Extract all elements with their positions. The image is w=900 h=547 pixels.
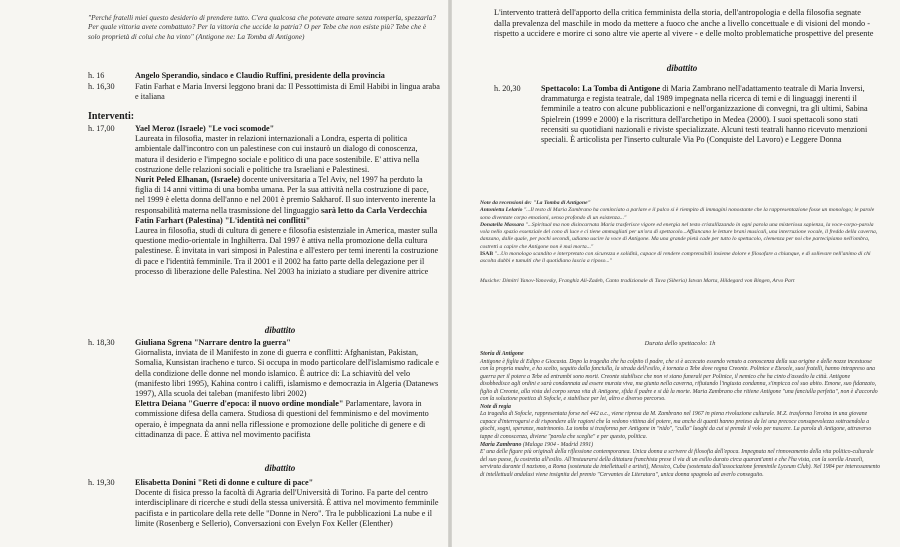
show-text: di Maria Zambrano nell'adattamento teatrale di Maria Inversi, drammaturga e regista teatrale, dal 1989 impegnata nella ricerca di temi e di linguaggi inerenti il femminile a teatro con alcune pubblicazioni e nell'organizzazione di convegni, tra gli ultimi, Sabina Spielrein (1999 e 2000) e la riscrittura dell'archetipo in Medea (2000). I suoi spettacoli sono stati recensiti su quotidiani nazionali e riviste specializzate. Alcuni testi teatrali hanno ricevuto menzioni speciali. È articolista per l'inserto culturale Via Po (Conquiste del Lavoro) e Leggere Donna <box>541 84 868 145</box>
reviews-title: Note da recensioni de: "La Tomba di Antigone" <box>480 200 591 206</box>
event-time: h. 17,00 <box>88 124 115 133</box>
speaker-reader: sarà letto da Carla Verdecchia <box>321 205 427 215</box>
dibattito-label: dibattito <box>264 325 296 335</box>
event-time: h. 18,30 <box>88 338 115 347</box>
speaker-bio: Docente di fisica presso la facoltà di Agraria dell'Università di Torino. Fa parte del centro interdisciplinare di ricerche e studi della stessa università. È attiva nel movimento femminile pacifista e in particolare della rete delle "Donne in Nero". Tra le pubblicazioni La nube e il limite (Rosenberg e Sellerio), Conversazioni con Evelyn Fox Keller (Elenther) <box>135 488 439 528</box>
speaker-bio <box>135 175 440 216</box>
event-body <box>541 84 879 145</box>
speaker-name: Nurit Peled Elhanan, (Israele) <box>135 175 241 185</box>
review-text: "...Il testo di Maria Zambrano ha cominciato a parlare e il palco si è riempito di immagini nonostante che la rappresentazione fosse un monologo; le parole sono diventate corpo emozioni, senso profondo di un esistenza..." <box>480 207 875 221</box>
speaker-bio: Giornalista, inviata de il Manifesto in zone di guerra e conflitti: Afghanistan, Pakistan, Somalia, Kunsistan iracheno e turco. Si occupa in modo particolare dell'islamismo radicale e della condizione delle donne nel mondo islamico. È autrice di: La schiavitù del velo (manifesto libri 1995), Kahina contro i califfi, islamismo e democrazia in Algeria (Datanews 1997), Alla scuola dei taleban (manifesto libri 2002) <box>135 348 439 399</box>
speaker-bio: Laureata in filosofia, master in relazioni internazionali a Londra, esperta di politica ambientale dall'incontro con un palestinese con cui instaurò un dialogo di conoscenza, matura il desiderio e l'impegno sociale e politico di una pace sostenibile. E' attiva nella costruzione delle relazioni sociali e politiche tra Israeliani e Palestinesi. <box>135 134 420 174</box>
speaker-name: Fatin Farhart (Palestina) "L'identità nei conflitti" <box>135 215 311 225</box>
reviewer-name: Antonietta Lelario <box>480 207 523 214</box>
show-title: Spettacolo: La Tomba di Antigone <box>541 84 661 93</box>
intro-text: L'intervento tratterà dell'apporto della critica femminista della storia, dell'antropologia e della filosofia segnate dalla prevalenza del maschile in modo da mettere a fuoco che anche a livello concettuale e di visioni del mondo - rispetto a uccidere e morire ci sono altre vie aperte al vivere - e delle molto problematiche prospettive del presente <box>494 8 874 39</box>
speaker-text: Parlamentare, lavora in commissione difesa della camera. Studiosa di questioni del femminismo e del movimento operaio, è impegnata da anni nella riflessione e promozione delle politiche di genere e di cittadinanza di pace. È attiva nel movimento pacifista <box>135 399 429 439</box>
reviewer-name: Donatella Massara <box>480 221 524 228</box>
event-time: h. 16,30 <box>88 82 115 91</box>
event-body <box>135 124 440 277</box>
left-page <box>0 0 448 547</box>
event-body <box>135 478 440 529</box>
storia-block <box>480 351 880 479</box>
review-item <box>480 222 880 251</box>
event-time: h. 19,30 <box>88 478 115 487</box>
dibattito-label: dibattito <box>666 63 698 73</box>
speaker-bio <box>135 399 440 440</box>
author-dates: (Malaga 1904 - Madrid 1991) <box>522 441 594 448</box>
speaker-name: Yael Meroz (Israele) "Le voci scomode" <box>135 124 275 133</box>
section-heading-line <box>480 442 880 450</box>
section-heading: Maria Zambrano <box>480 441 522 448</box>
interventi-heading: Interventi: <box>88 111 135 122</box>
reviews-block <box>480 200 880 285</box>
epigraph-quote: "Perché fratelli miei questo desiderio di prendere tutto. C'era qualcosa che potevate amare senza romperla, spezzarla? Per quale vittoria avete combattuto? Per la vittoria che uccide la patria? O per Tebe che non esiste più? Tebe che è solo proprietà di colui che ha vinto" (Antigone ne: La Tomba di Antigone) <box>88 13 436 41</box>
section-heading: Note di regia <box>480 403 511 410</box>
section-text: E' una delle figure più originali della riflessione contemporanea. Unica donna a scrivere di filosofia dell'epoca. Impegnata nel rinnovamento della vita politico-culturale del suo paese, fu costretta all'esilio. All'instaurarsi della dittatura franchista prese il via di un esilio durato circa quarant'anni e che l'ha vista, con la sorella Araceli, servirata durante il nazismo, a Roma (sostenuta da intellettuali e artisti), Messico, Cuba (sostenuta dall'associazione femminile Lyceum Club). Nel 1984 per interessamento di intellettuali andalusi viene insignita del premio "Cervantes de Literatura", unica donna spagnola ad averlo conseguito. <box>480 449 880 478</box>
dibattito-label: dibattito <box>264 463 296 473</box>
review-item <box>480 251 880 266</box>
section-text: Antigone è figlia di Edipo e Giocasta. Dopo la tragedia che ha colpito il padre, che si è accecato essendo venuto a conoscenza della sua origine e delle nozze incestuose con la propria madre, e ha scelto, seguito dalla fanciulla, la strada dell'esilio, è tornata a Tebe dove regna Creonte. Polinice e Eteocle, suoi fratelli, hanno intrapreso una guerra per il potere a Tebe ed entrambi sono morti. Creonte stabilisce che non vi siano funerali per Polinice, il nemico che ha cinto d'assedio la città. Antigone disobbedisce agli ordini e sarà condannata ad essere murata viva, ma giunta nella caverna, rifiutando l'ingiusta condanna, s'impicca col suo abito. Emone, suo fidanzato, figlio di Creonte, alla vista del corpo senza vita di Antigone, sfida il padre e si dà la morte. Maria Zambrano che ritiene Antigone "una fanciulla perfetta", non è d'accordo con la soluzione poetica di Sofocle, e stabilisce per lei, altro e diverso percorso. <box>480 358 878 403</box>
section-text: La tragedia di Sofocle, rappresentata forse nel 442 a.c., viene ripresa da M. Zambrano nel 1967 in piena rivoluzione culturale. M.Z. trasforma l'eroina in una giovane capace d'interrogarsi e di rispondere alle ragioni che la vedono vittima del potere, ma anche di quanti hanno preteso da lei una precoce consapevolezza sottraendola a giochi, sogni, speranze, matrimonio. La tomba si trasforma per Antigone in "nido", "culla" luoghi da cui si prende il volo per nascere. La parola di Antigone, attraverso tappe di conoscenza, diviene "parola che sceglie" e per questo, politica. <box>480 411 872 441</box>
speaker-name: Elisabetta Donini "Reti di donne e culture di pace" <box>135 478 314 487</box>
right-page <box>452 0 900 547</box>
review-text: "...Spiritual ma non disincarnata Maria trasferisce vigore ed energia nel testo cristallizzando in ogni parola una misteriosa sapienza, la voce-corpo-parola vola nello spazio essenziale del cono di luce e ci tiene ammagliati per un'ora di spettacolo...Affiancano le letture brani musicali, una interruzione vocale, il freddo della caverna, danzano, dalle quale, per pochi secondi, udiamo uscire la voce di Antigone. Ma una grande pietà cade per tutto lo spettacolo, clemenza per noi che partecipiamo nell'ombra, costretti a capire che Antigone non è mai morta..." <box>480 221 878 250</box>
section-heading: Storia di Antigone <box>480 351 524 357</box>
speaker-name: Elettra Deiana "Guerre d'epoca: il nuovo ordine mondiale" <box>135 399 344 409</box>
event-time: h. 16 <box>88 71 105 80</box>
speaker-name: Giuliana Sgrena "Narrare dentro la guerra" <box>135 338 291 347</box>
event-body <box>135 338 440 440</box>
event-title: Angelo Sperandio, sindaco e Claudio Ruffini, presidente della provincia <box>135 71 385 80</box>
review-text: "...Un monologo scandito e interpretato con sicurezza e solidità, capace di rendere comprensibili insieme dolore e filosofare a chiunque, e di sollevare nell'animo di chi ascolta dubbi e tumulti che il quotidiano lascia a riposo..." <box>480 251 871 265</box>
reviewer-name: ISAB <box>480 251 494 258</box>
event-text: Fatin Farhat e Maria Inversi leggono brani da: Il Pessottimista di Emil Habibi in lingua araba e italiana <box>135 82 440 102</box>
review-item <box>480 207 880 222</box>
speaker-text: docente universitaria a Tel Aviv, nel 1997 ha perduto la figlia di 14 anni vittima di una bomba umana. Per la sua attività nella costruzione di pace, nel 1999 è eletta donna dell'anno e nel 2001 è premio Sakharof. Il suo intervento inerente la responsabilità materna nella trasmissione del linguaggio <box>135 175 436 215</box>
event-time: h. 20,30 <box>494 84 521 93</box>
duration-note: Durata dello spettacolo: 1h <box>644 340 716 347</box>
speaker-bio: Laurea in filosofia, studi di cultura di genere e filosofia esistenziale in America, master sulla questione medio-orientale in Inghilterra. Dal 1997 è attiva nella promozione della cultura palestinese. È invitata in vari simposi in Palestina e all'estero per temi inerenti la costruzione di pace e l'identità femminile. Tra il 2001 e il 2002 ha fatto parte della delegazione per il processo di liberazione delle Palestina. Nel 2003 ha iniziato a studiare per divenire attrice <box>135 226 439 276</box>
music-credits: Musiche: Dimitri Yanov-Yanovsky, Franghiz Ali-Zadeh, Canto tradizionale di Tuva (Siberia) Istvan Marta, Hildegard von Bingen, Arvo Part <box>480 277 795 284</box>
